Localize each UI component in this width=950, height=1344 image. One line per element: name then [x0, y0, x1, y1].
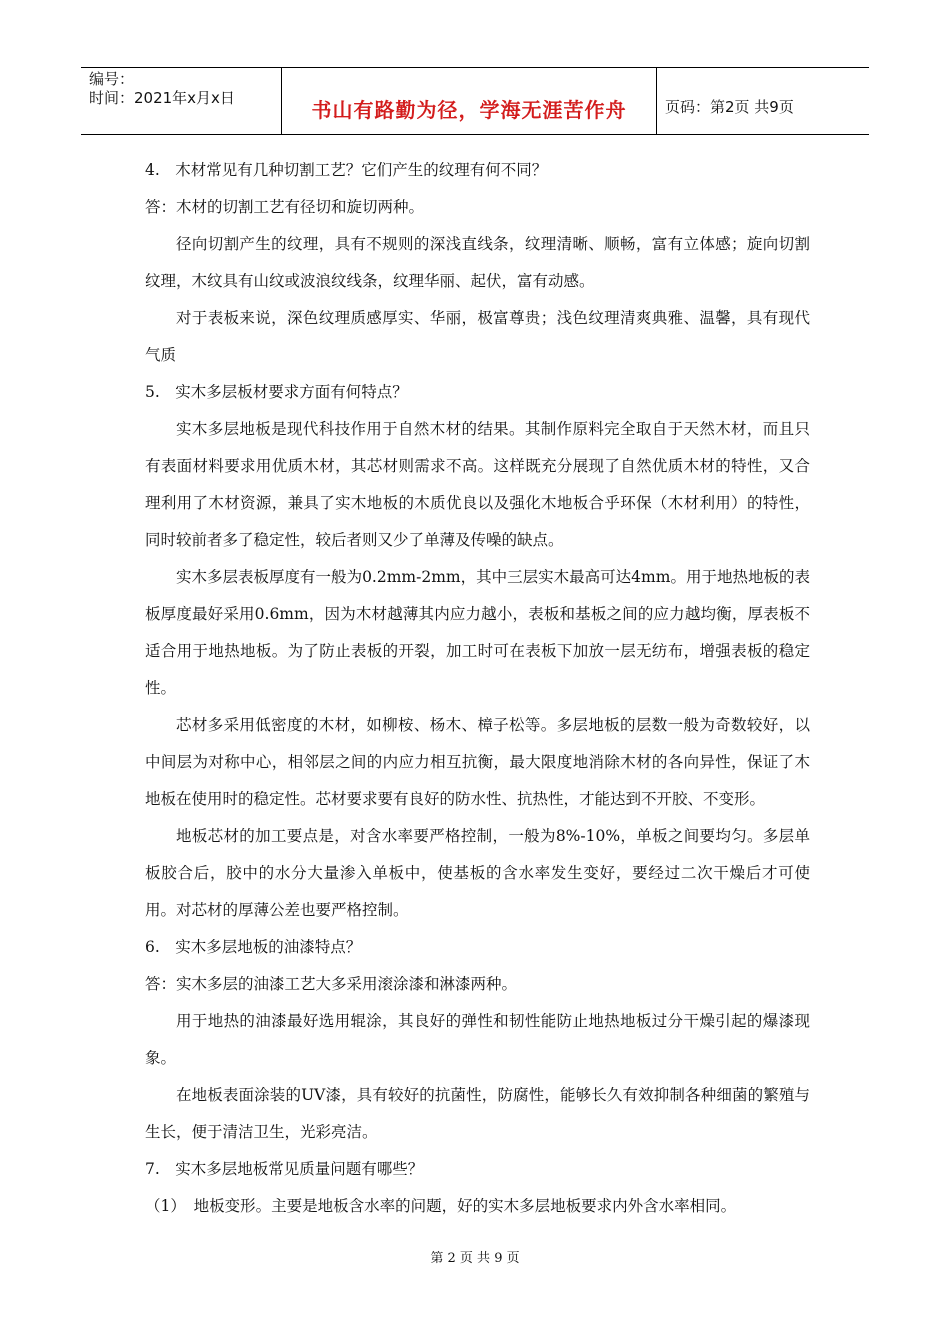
header-left-cell	[81, 68, 282, 134]
answer-5-paragraph-thickness: 实木多层表板厚度有一般为0.2mm-2mm，其中三层实木最高可达4mm。用于地热地板的表板厚度最好采用0.6mm，因为木材越薄其内应力越小，表板和基板之间的应力越均衡，厚表板不适合用于地热地板。为了防止表板的开裂，加工时可在表板下加放一层无纺布，增强表板的稳定性。	[145, 568, 810, 697]
header-motto: 书山有路勤为径，学海无涯苦作舟	[311, 98, 627, 122]
answer-6-intro: 答：实木多层的油漆工艺大多采用滚涂漆和淋漆两种。	[145, 975, 518, 993]
question-6-heading: 6. 实木多层地板的油漆特点？	[145, 938, 362, 956]
page-header	[81, 67, 869, 135]
answer-6-paragraph-uv: 在地板表面涂装的UV漆，具有较好的抗菌性，防腐性，能够长久有效抑制各种细菌的繁殖与生长，便于清洁卫生，光彩亮洁。	[145, 1086, 810, 1141]
answer-4-paragraph-surface: 对于表板来说，深色纹理质感厚实、华丽，极富尊贵；浅色纹理清爽典雅、温馨，具有现代气质	[145, 309, 810, 364]
answer-6-paragraph-roller: 用于地热的油漆最好选用辊涂，其良好的弹性和韧性能防止地热地板过分干燥引起的爆漆现象。	[145, 1012, 810, 1067]
question-4-heading: 4. 木材常见有几种切割工艺？它们产生的纹理有何不同？	[145, 161, 548, 179]
answer-7-item-1: （1） 地板变形。主要是地板含水率的问题，好的实木多层地板要求内外含水率相同。	[145, 1197, 737, 1215]
answer-5-paragraph-core: 芯材多采用低密度的木材，如柳桉、杨木、樟子松等。多层地板的层数一般为奇数较好，以中间层为对称中心，相邻层之间的内应力相互抗衡，最大限度地消除木材的各向异性，保证了木地板在使用时的稳定性。芯材要求要有良好的防水性、抗热性，才能达到不开胶、不变形。	[145, 716, 810, 808]
answer-5-paragraph-processing: 地板芯材的加工要点是，对含水率要严格控制，一般为8%-10%，单板之间要均匀。多层单板胶合后，胶中的水分大量渗入单板中，使基板的含水率发生变好，要经过二次干燥后才可使用。对芯材的厚薄公差也要严格控制。	[145, 827, 810, 919]
header-right-cell	[657, 68, 869, 134]
question-7-heading: 7. 实木多层地板常见质量问题有哪些？	[145, 1160, 424, 1178]
page-footer: 第 2 页 共 9 页	[430, 1251, 520, 1266]
answer-4-intro: 答：木材的切割工艺有径切和旋切两种。	[145, 198, 425, 216]
question-5-heading: 5. 实木多层板材要求方面有何特点？	[145, 383, 408, 401]
document-date: 时间：2021年x月x日	[89, 89, 235, 107]
answer-4-paragraph-grain: 径向切割产生的纹理，具有不规则的深浅直线条，纹理清晰、顺畅，富有立体感；旋向切割纹理，木纹具有山纹或波浪纹线条，纹理华丽、起伏，富有动感。	[145, 235, 810, 290]
answer-5-paragraph-overview: 实木多层地板是现代科技作用于自然木材的结果。其制作原料完全取自于天然木材，而且只有表面材料要求用优质木材，其芯材则需求不高。这样既充分展现了自然优质木材的特性，又合理利用了木材资源，兼具了实木地板的木质优良以及强化木地板合乎环保（木材利用）的特性，同时较前者多了稳定性，较后者则又少了单薄及传噪的缺点。	[145, 420, 810, 549]
header-middle-cell	[282, 68, 657, 134]
document-number-label: 编号：	[89, 70, 135, 88]
header-page-code: 页码：第2页 共9页	[665, 98, 794, 116]
document-body	[145, 152, 810, 1225]
